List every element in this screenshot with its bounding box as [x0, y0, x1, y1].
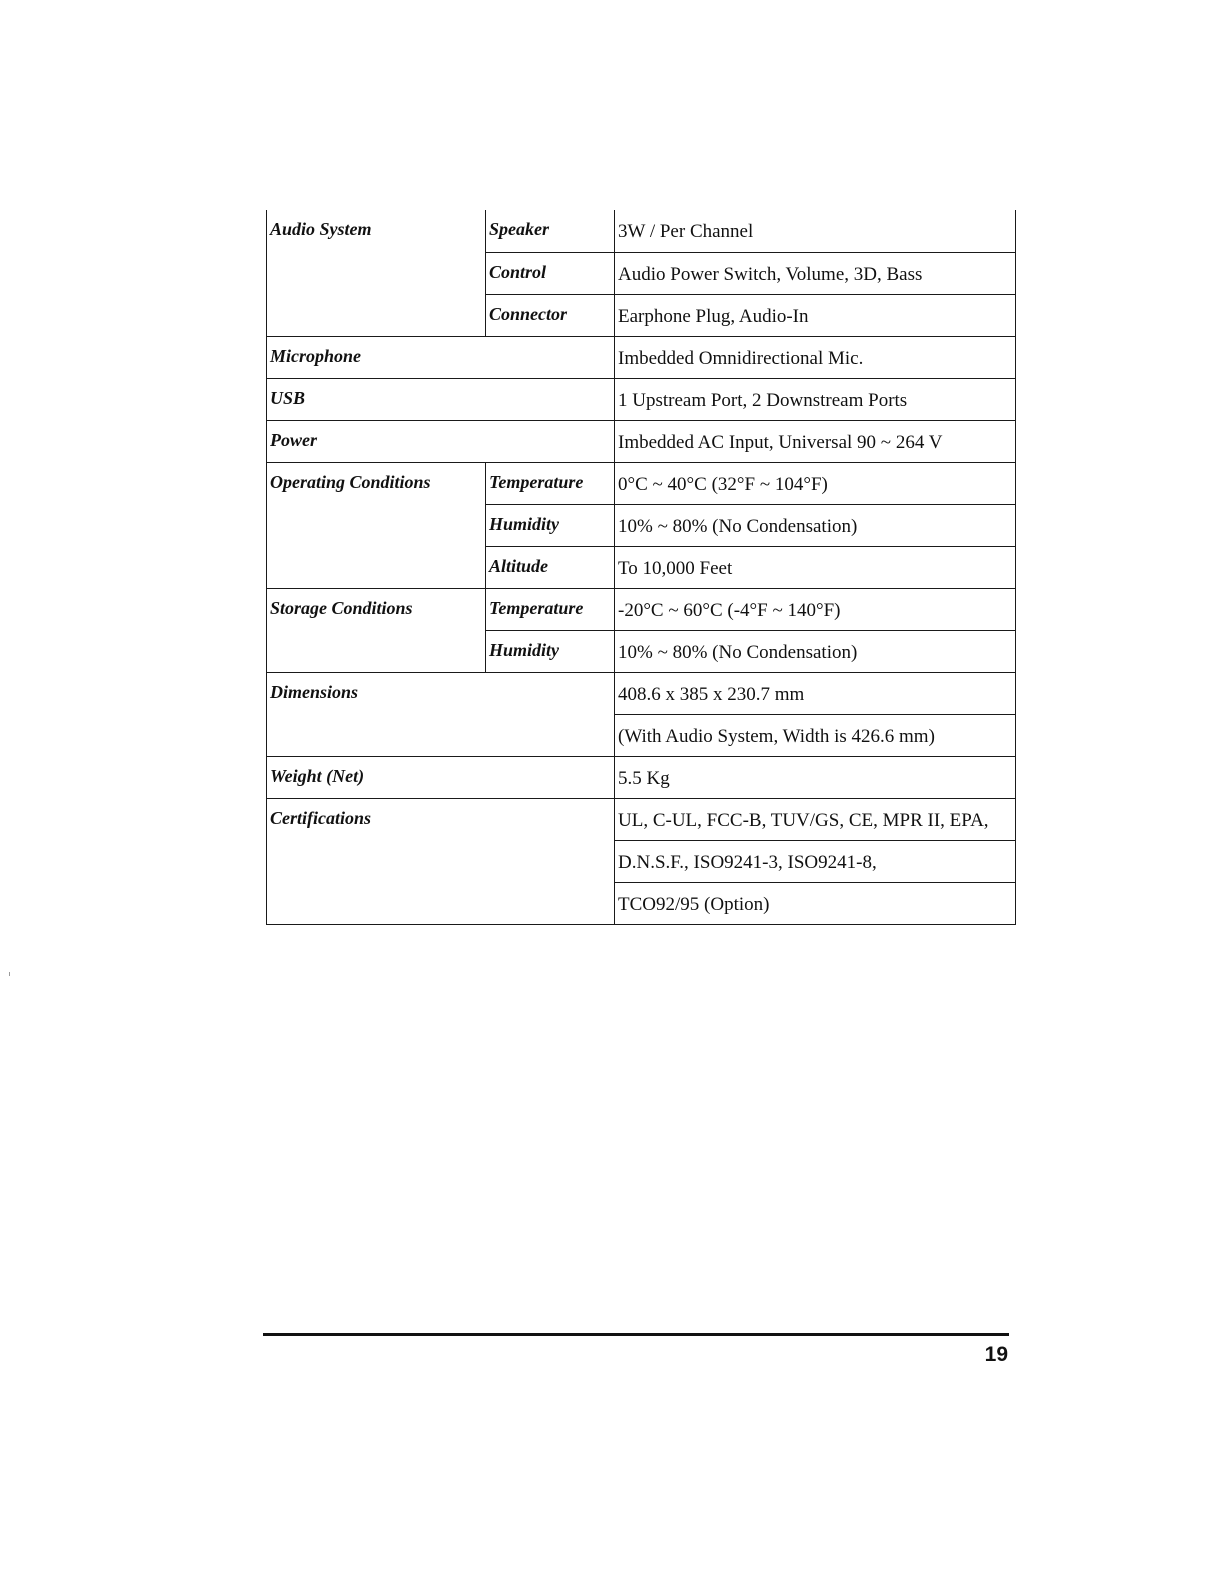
table-row	[267, 798, 1016, 840]
altitude-value: To 10,000 Feet	[615, 546, 1016, 588]
table-row	[267, 462, 1016, 504]
audio-system-label: Audio System	[267, 210, 486, 336]
storage-temperature-value: -20°C ~ 60°C (-4°F ~ 140°F)	[615, 588, 1016, 630]
operating-temperature-label: Temperature	[486, 462, 615, 504]
connector-value: Earphone Plug, Audio-In	[615, 294, 1016, 336]
usb-value: 1 Upstream Port, 2 Downstream Ports	[615, 378, 1016, 420]
specifications-table	[266, 210, 1016, 925]
table-row	[267, 588, 1016, 630]
storage-humidity-label: Humidity	[486, 630, 615, 672]
certifications-line-3: TCO92/95 (Option)	[615, 882, 1016, 924]
control-label: Control	[486, 252, 615, 294]
connector-label: Connector	[486, 294, 615, 336]
page-number: 19	[984, 1343, 1008, 1366]
usb-label: USB	[267, 378, 615, 420]
storage-humidity-value: 10% ~ 80% (No Condensation)	[615, 630, 1016, 672]
table-row	[267, 756, 1016, 798]
certifications-label: Certifications	[267, 798, 615, 924]
weight-label: Weight (Net)	[267, 756, 615, 798]
weight-value: 5.5 Kg	[615, 756, 1016, 798]
certifications-line-2: D.N.S.F., ISO9241-3, ISO9241-8,	[615, 840, 1016, 882]
speaker-label: Speaker	[486, 210, 615, 252]
certifications-line-1: UL, C-UL, FCC-B, TUV/GS, CE, MPR II, EPA,	[615, 798, 1016, 840]
storage-temperature-label: Temperature	[486, 588, 615, 630]
power-value: Imbedded AC Input, Universal 90 ~ 264 V	[615, 420, 1016, 462]
dimensions-note: (With Audio System, Width is 426.6 mm)	[615, 714, 1016, 756]
table-row	[267, 210, 1016, 252]
operating-humidity-value: 10% ~ 80% (No Condensation)	[615, 504, 1016, 546]
operating-temperature-value: 0°C ~ 40°C (32°F ~ 104°F)	[615, 462, 1016, 504]
dimensions-label: Dimensions	[267, 672, 615, 756]
table-row	[267, 420, 1016, 462]
power-label: Power	[267, 420, 615, 462]
table-row	[267, 336, 1016, 378]
dimensions-value: 408.6 x 385 x 230.7 mm	[615, 672, 1016, 714]
operating-humidity-label: Humidity	[486, 504, 615, 546]
storage-conditions-label: Storage Conditions	[267, 588, 486, 672]
table-row	[267, 672, 1016, 714]
microphone-label: Microphone	[267, 336, 615, 378]
speaker-value: 3W / Per Channel	[615, 210, 1016, 252]
control-value: Audio Power Switch, Volume, 3D, Bass	[615, 252, 1016, 294]
microphone-value: Imbedded Omnidirectional Mic.	[615, 336, 1016, 378]
table-row	[267, 378, 1016, 420]
footer-divider	[263, 1333, 1009, 1336]
scan-artifact	[9, 972, 10, 976]
operating-conditions-label: Operating Conditions	[267, 462, 486, 588]
altitude-label: Altitude	[486, 546, 615, 588]
